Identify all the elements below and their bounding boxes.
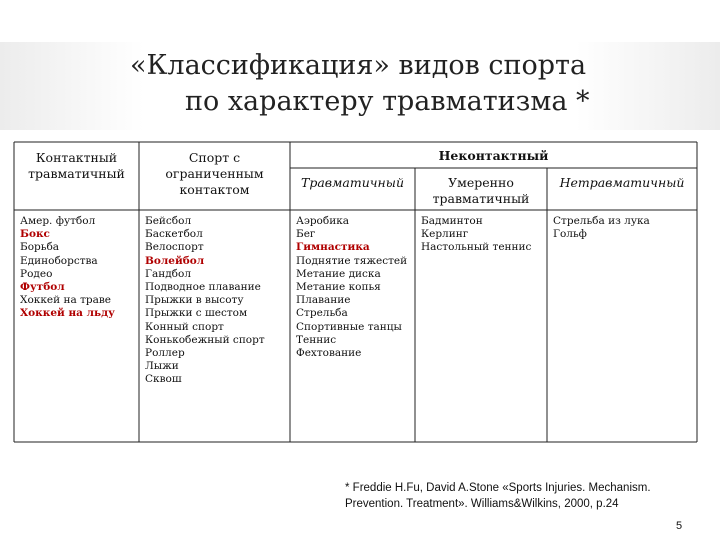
list-item: Конный спорт — [145, 320, 224, 333]
slide-title-line-2: по характеру травматизма * — [185, 86, 590, 117]
list-item: Метание копья — [296, 281, 381, 294]
footnote — [345, 480, 695, 512]
column-moderate — [421, 215, 531, 255]
column-contact — [20, 215, 115, 321]
list-item: Амер. футбол — [20, 215, 96, 227]
header-moderate-line-1: Умеренно — [448, 175, 514, 190]
list-item: Баскетбол — [145, 228, 203, 241]
list-item: Волейбол — [145, 254, 205, 267]
list-item: Лыжи — [145, 360, 179, 373]
list-item: Борьба — [20, 241, 60, 254]
list-item: Плавание — [296, 294, 351, 307]
header-limited-contact — [139, 150, 290, 198]
list-item: Гимнастика — [296, 241, 370, 254]
list-item: Роллер — [145, 347, 185, 360]
list-item: Аэробика — [296, 215, 350, 227]
footnote-line-1: * Freddie H.Fu, David A.Stone «Sports Injuries. Mechanism. — [345, 482, 651, 494]
header-contact — [14, 150, 139, 182]
header-limited-line-2: ограниченным — [165, 166, 264, 181]
list-item: Сквош — [145, 373, 182, 386]
list-item: Бейсбол — [145, 215, 192, 227]
list-item: Гольф — [553, 228, 587, 241]
list-item: Бокс — [20, 228, 50, 241]
list-item: Фехтование — [296, 347, 362, 360]
column-limited-contact — [145, 215, 265, 387]
header-noncontact: Неконтактный — [438, 148, 549, 163]
list-item: Хоккей на траве — [20, 294, 111, 307]
list-item: Стрельба из лука — [553, 215, 650, 227]
list-item: Гандбол — [145, 267, 191, 280]
header-contact-line-1: Контактный — [35, 150, 118, 165]
header-moderate-line-2: травматичный — [432, 191, 530, 206]
list-item: Теннис — [296, 333, 337, 346]
page-number: 5 — [676, 520, 683, 532]
list-item: Хоккей на льду — [20, 307, 115, 320]
list-item: Стрельба — [296, 307, 348, 320]
list-item: Родео — [20, 267, 53, 280]
column-nontraumatic — [553, 215, 650, 241]
footnote-line-2: Prevention. Treatment». Williams&Wilkins, 2000, p.24 — [345, 498, 619, 510]
list-item: Бег — [296, 228, 316, 241]
list-item: Метание диска — [296, 267, 381, 280]
list-item: Подводное плавание — [145, 281, 261, 294]
header-limited-line-3: контактом — [179, 182, 250, 197]
slide-title-line-1: «Классификация» видов спорта — [130, 50, 587, 81]
header-traumatic: Травматичный — [300, 175, 405, 190]
list-item: Спортивные танцы — [296, 320, 402, 333]
header-moderate — [415, 175, 547, 207]
column-traumatic — [296, 215, 407, 360]
list-item: Настольный теннис — [421, 241, 532, 254]
header-contact-line-2: травматичный — [28, 166, 125, 181]
header-limited-line-1: Спорт с — [188, 150, 241, 165]
list-item: Керлинг — [421, 228, 469, 241]
list-item: Конькобежный спорт — [145, 333, 265, 346]
list-item: Поднятие тяжестей — [296, 254, 408, 267]
list-item: Футбол — [20, 281, 65, 294]
list-item: Бадминтон — [421, 215, 483, 227]
list-item: Прыжки в высоту — [145, 294, 244, 307]
list-item: Прыжки с шестом — [145, 307, 248, 320]
list-item: Велоспорт — [145, 241, 204, 254]
header-nontraumatic: Нетравматичный — [559, 175, 685, 190]
list-item: Единоборства — [20, 254, 98, 267]
